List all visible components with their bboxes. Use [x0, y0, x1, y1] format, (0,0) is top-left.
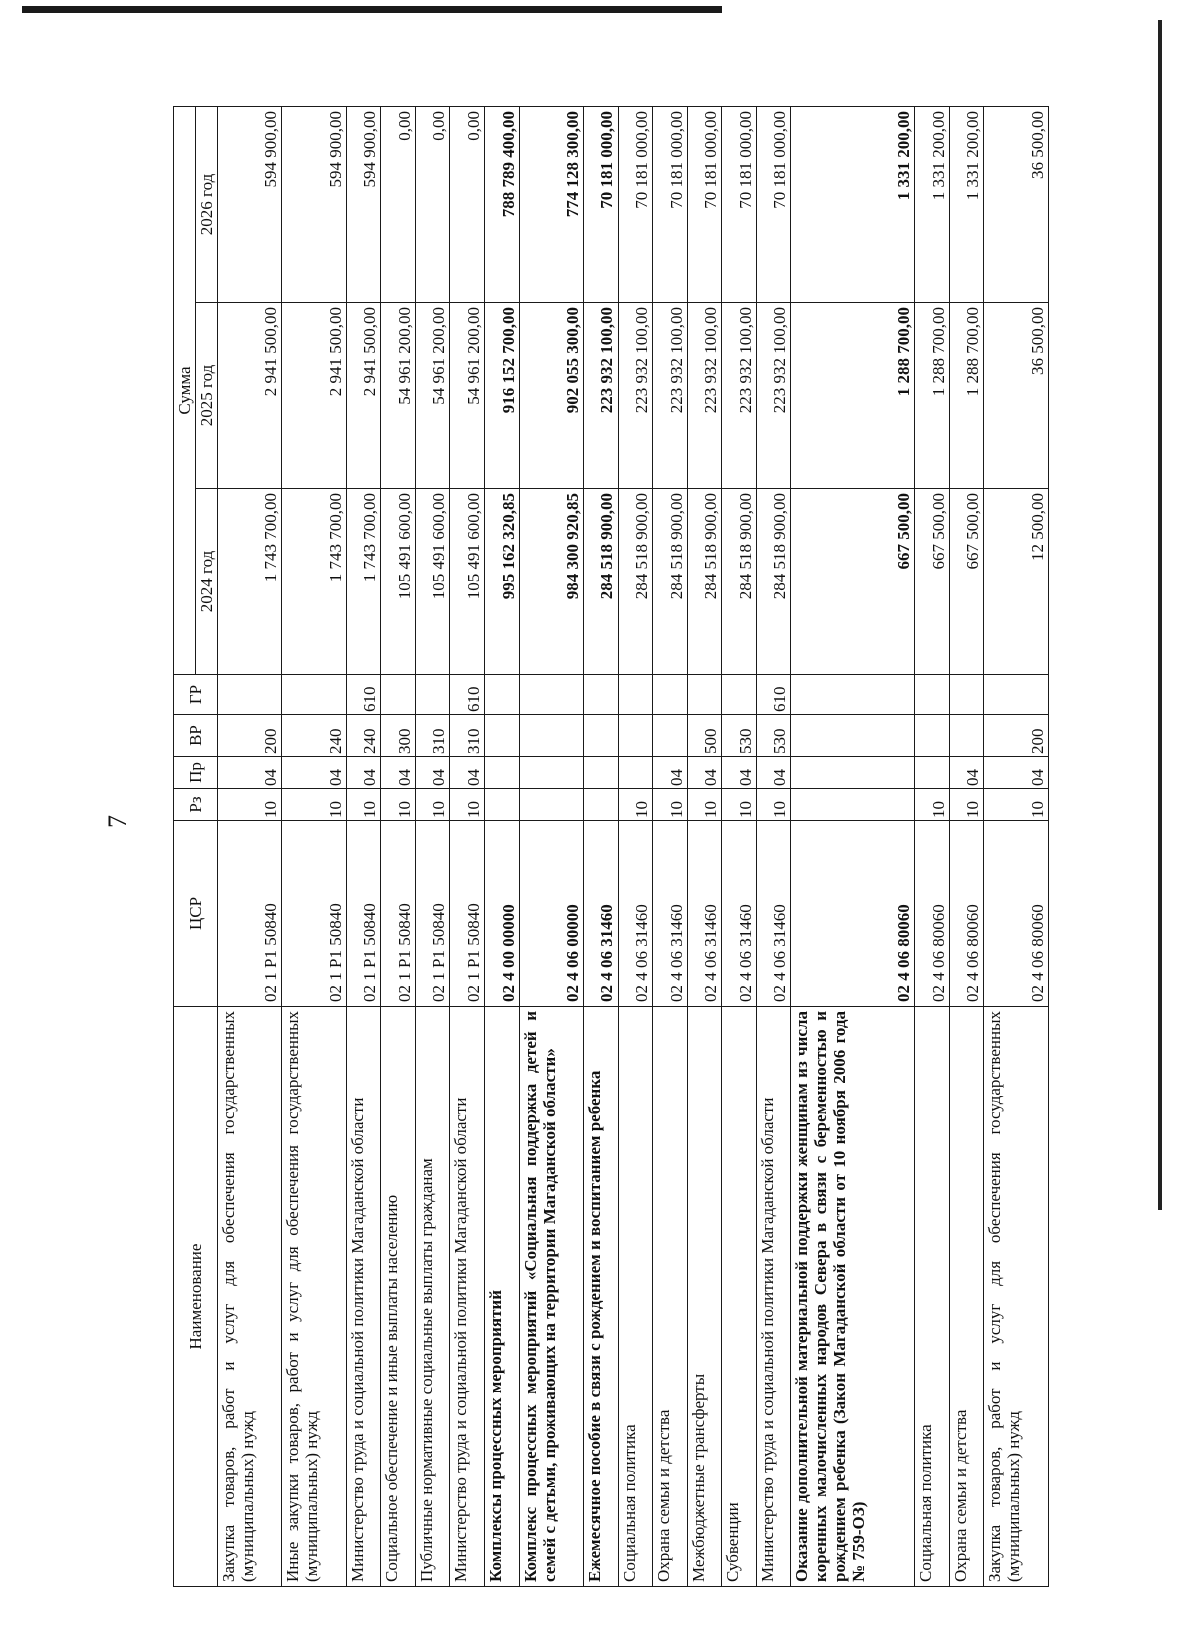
- cell-name: Социальное обеспечение и иные выплаты населению: [381, 1007, 416, 1587]
- cell-y2026: 788 789 400,00: [485, 107, 520, 303]
- cell-rz: 10: [984, 789, 1049, 821]
- cell-pr: 04: [381, 757, 416, 789]
- cell-y2026: 594 900,00: [346, 107, 381, 303]
- cell-y2026: 594 900,00: [218, 107, 282, 303]
- cell-rz: 10: [381, 789, 416, 821]
- cell-gr: 610: [346, 675, 381, 715]
- cell-name: Министерство труда и социальной политики Магаданской области: [450, 1007, 485, 1587]
- cell-gr: [218, 675, 282, 715]
- table-row: [791, 107, 915, 1587]
- cell-vr: [583, 715, 618, 757]
- page-number: 7: [103, 815, 132, 828]
- cell-y2026: 1 331 200,00: [791, 107, 915, 303]
- cell-name: Оказание дополнительной материальной поддержки женщинам из числа коренных малочисленных народов Севера в связи с беременностью и рождением ребенка (Закон Магаданской области от 10 ноября 2006 года № 759-ОЗ): [791, 1007, 915, 1587]
- cell-y2026: 36 500,00: [984, 107, 1049, 303]
- budget-table: [173, 106, 1049, 1587]
- table-row: [722, 107, 757, 1587]
- cell-y2025: 223 932 100,00: [756, 303, 791, 489]
- cell-rz: 10: [949, 789, 984, 821]
- cell-gr: 610: [756, 675, 791, 715]
- cell-csr: 02 4 06 31460: [756, 821, 791, 1007]
- cell-y2026: 70 181 000,00: [653, 107, 688, 303]
- cell-vr: 200: [984, 715, 1049, 757]
- cell-y2024: 105 491 600,00: [381, 489, 416, 675]
- cell-pr: 04: [218, 757, 282, 789]
- header-2024: 2024 год: [196, 489, 218, 675]
- cell-y2024: 284 518 900,00: [687, 489, 722, 675]
- cell-name: Министерство труда и социальной политики Магаданской области: [756, 1007, 791, 1587]
- cell-vr: [915, 715, 950, 757]
- table-row: [519, 107, 583, 1587]
- cell-y2024: 284 518 900,00: [722, 489, 757, 675]
- cell-vr: 530: [756, 715, 791, 757]
- cell-csr: 02 1 Р1 50840: [415, 821, 450, 1007]
- cell-vr: 310: [450, 715, 485, 757]
- cell-name: Охрана семьи и детства: [653, 1007, 688, 1587]
- cell-rz: 10: [653, 789, 688, 821]
- cell-y2025: 902 055 300,00: [519, 303, 583, 489]
- cell-name: Социальная политика: [618, 1007, 653, 1587]
- cell-name: Социальная политика: [915, 1007, 950, 1587]
- table-row: [218, 107, 282, 1587]
- cell-name: Субвенции: [722, 1007, 757, 1587]
- cell-y2024: 284 518 900,00: [756, 489, 791, 675]
- cell-y2025: 54 961 200,00: [381, 303, 416, 489]
- cell-y2025: 36 500,00: [984, 303, 1049, 489]
- cell-pr: 04: [756, 757, 791, 789]
- cell-rz: 10: [687, 789, 722, 821]
- cell-y2025: 1 288 700,00: [915, 303, 950, 489]
- cell-gr: [722, 675, 757, 715]
- cell-gr: [485, 675, 520, 715]
- table-row: [381, 107, 416, 1587]
- table-body: [218, 107, 1049, 1587]
- cell-y2024: 667 500,00: [949, 489, 984, 675]
- table-row: [450, 107, 485, 1587]
- cell-pr: 04: [415, 757, 450, 789]
- cell-name: Закупка товаров, работ и услуг для обеспечения государственных (муниципальных) нужд: [218, 1007, 282, 1587]
- cell-y2025: 223 932 100,00: [653, 303, 688, 489]
- cell-y2024: 284 518 900,00: [583, 489, 618, 675]
- cell-gr: 610: [450, 675, 485, 715]
- cell-vr: 300: [381, 715, 416, 757]
- cell-csr: 02 1 Р1 50840: [381, 821, 416, 1007]
- cell-vr: 200: [218, 715, 282, 757]
- cell-name: Комплексы процессных мероприятий: [485, 1007, 520, 1587]
- cell-gr: [618, 675, 653, 715]
- cell-vr: 240: [346, 715, 381, 757]
- cell-rz: 10: [415, 789, 450, 821]
- cell-y2024: 105 491 600,00: [415, 489, 450, 675]
- cell-y2024: 284 518 900,00: [618, 489, 653, 675]
- table-row: [949, 107, 984, 1587]
- cell-rz: 10: [618, 789, 653, 821]
- cell-y2025: 2 941 500,00: [282, 303, 346, 489]
- cell-y2024: 1 743 700,00: [282, 489, 346, 675]
- cell-rz: 10: [346, 789, 381, 821]
- cell-csr: 02 1 Р1 50840: [346, 821, 381, 1007]
- header-vr: ВР: [174, 715, 218, 757]
- header-rz: Рз: [174, 789, 218, 821]
- table-row: [618, 107, 653, 1587]
- cell-y2024: 12 500,00: [984, 489, 1049, 675]
- cell-csr: 02 1 Р1 50840: [450, 821, 485, 1007]
- scan-edge-right: [1158, 20, 1162, 1210]
- cell-gr: [381, 675, 416, 715]
- header-2025: 2025 год: [196, 303, 218, 489]
- cell-vr: 310: [415, 715, 450, 757]
- cell-vr: [949, 715, 984, 757]
- cell-y2026: 70 181 000,00: [722, 107, 757, 303]
- cell-pr: 04: [984, 757, 1049, 789]
- rotated-page: [173, 107, 1049, 1587]
- cell-y2025: 2 941 500,00: [346, 303, 381, 489]
- cell-name: Публичные нормативные социальные выплаты гражданам: [415, 1007, 450, 1587]
- cell-pr: 04: [346, 757, 381, 789]
- cell-y2024: 284 518 900,00: [653, 489, 688, 675]
- cell-name: Комплекс процессных мероприятий «Социальная поддержка детей и семей с детьми, проживающих на территории Магаданской области»: [519, 1007, 583, 1587]
- cell-csr: 02 4 06 31460: [687, 821, 722, 1007]
- cell-y2024: 1 743 700,00: [346, 489, 381, 675]
- cell-gr: [282, 675, 346, 715]
- cell-y2026: 774 128 300,00: [519, 107, 583, 303]
- cell-y2025: 2 941 500,00: [218, 303, 282, 489]
- cell-csr: 02 4 06 80060: [984, 821, 1049, 1007]
- table-row: [415, 107, 450, 1587]
- cell-gr: [653, 675, 688, 715]
- cell-vr: [485, 715, 520, 757]
- cell-y2026: 70 181 000,00: [618, 107, 653, 303]
- cell-y2026: 1 331 200,00: [949, 107, 984, 303]
- header-name: Наименование: [174, 1007, 218, 1587]
- cell-vr: 240: [282, 715, 346, 757]
- header-csr: ЦСР: [174, 821, 218, 1007]
- cell-gr: [687, 675, 722, 715]
- cell-gr: [915, 675, 950, 715]
- cell-y2026: 1 331 200,00: [915, 107, 950, 303]
- cell-y2026: 0,00: [450, 107, 485, 303]
- table-header: [174, 107, 218, 1587]
- cell-gr: [415, 675, 450, 715]
- cell-y2026: 70 181 000,00: [583, 107, 618, 303]
- table-row: [346, 107, 381, 1587]
- cell-rz: 10: [282, 789, 346, 821]
- cell-y2025: 54 961 200,00: [450, 303, 485, 489]
- cell-pr: 04: [450, 757, 485, 789]
- cell-gr: [519, 675, 583, 715]
- cell-vr: [519, 715, 583, 757]
- cell-csr: 02 1 Р1 50840: [218, 821, 282, 1007]
- cell-y2024: 1 743 700,00: [218, 489, 282, 675]
- cell-y2024: 667 500,00: [791, 489, 915, 675]
- cell-y2026: 70 181 000,00: [687, 107, 722, 303]
- cell-csr: 02 4 06 31460: [653, 821, 688, 1007]
- cell-name: Межбюджетные трансферты: [687, 1007, 722, 1587]
- cell-y2025: 223 932 100,00: [583, 303, 618, 489]
- cell-csr: 02 4 06 80060: [949, 821, 984, 1007]
- cell-pr: [485, 757, 520, 789]
- cell-csr: 02 4 06 00000: [519, 821, 583, 1007]
- cell-pr: [915, 757, 950, 789]
- table-row: [485, 107, 520, 1587]
- cell-rz: [583, 789, 618, 821]
- header-gr: ГР: [174, 675, 218, 715]
- cell-gr: [949, 675, 984, 715]
- scan-edge-top: [22, 6, 722, 13]
- cell-y2026: 0,00: [381, 107, 416, 303]
- header-pr: Пр: [174, 757, 218, 789]
- cell-y2025: 223 932 100,00: [722, 303, 757, 489]
- cell-vr: 530: [722, 715, 757, 757]
- table-row: [915, 107, 950, 1587]
- cell-y2025: 1 288 700,00: [791, 303, 915, 489]
- cell-csr: 02 1 Р1 50840: [282, 821, 346, 1007]
- cell-y2025: 916 152 700,00: [485, 303, 520, 489]
- cell-pr: 04: [722, 757, 757, 789]
- cell-rz: 10: [218, 789, 282, 821]
- cell-gr: [583, 675, 618, 715]
- cell-pr: 04: [949, 757, 984, 789]
- cell-rz: [791, 789, 915, 821]
- cell-y2025: 223 932 100,00: [687, 303, 722, 489]
- cell-name: Закупка товаров, работ и услуг для обеспечения государственных (муниципальных) нужд: [984, 1007, 1049, 1587]
- cell-gr: [984, 675, 1049, 715]
- cell-csr: 02 4 06 80060: [915, 821, 950, 1007]
- cell-y2024: 105 491 600,00: [450, 489, 485, 675]
- table-row: [282, 107, 346, 1587]
- cell-rz: 10: [756, 789, 791, 821]
- header-sum: Сумма: [174, 107, 196, 675]
- cell-rz: [519, 789, 583, 821]
- cell-y2024: 984 300 920,85: [519, 489, 583, 675]
- cell-rz: 10: [450, 789, 485, 821]
- cell-y2025: 54 961 200,00: [415, 303, 450, 489]
- cell-name: Министерство труда и социальной политики Магаданской области: [346, 1007, 381, 1587]
- cell-y2025: 1 288 700,00: [949, 303, 984, 489]
- cell-rz: 10: [915, 789, 950, 821]
- cell-vr: 500: [687, 715, 722, 757]
- cell-csr: 02 4 06 31460: [618, 821, 653, 1007]
- table-row: [583, 107, 618, 1587]
- cell-y2026: 70 181 000,00: [756, 107, 791, 303]
- cell-pr: 04: [282, 757, 346, 789]
- cell-pr: [791, 757, 915, 789]
- cell-y2026: 594 900,00: [282, 107, 346, 303]
- cell-rz: 10: [722, 789, 757, 821]
- cell-pr: [583, 757, 618, 789]
- cell-csr: 02 4 06 31460: [722, 821, 757, 1007]
- table-row: [687, 107, 722, 1587]
- cell-pr: [618, 757, 653, 789]
- cell-gr: [791, 675, 915, 715]
- cell-y2024: 667 500,00: [915, 489, 950, 675]
- header-row-1: [174, 107, 196, 1587]
- cell-vr: [653, 715, 688, 757]
- cell-csr: 02 4 00 00000: [485, 821, 520, 1007]
- table-row: [984, 107, 1049, 1587]
- cell-y2026: 0,00: [415, 107, 450, 303]
- cell-csr: 02 4 06 31460: [583, 821, 618, 1007]
- table-row: [653, 107, 688, 1587]
- cell-rz: [485, 789, 520, 821]
- cell-vr: [618, 715, 653, 757]
- cell-pr: 04: [687, 757, 722, 789]
- cell-pr: [519, 757, 583, 789]
- cell-y2024: 995 162 320,85: [485, 489, 520, 675]
- cell-vr: [791, 715, 915, 757]
- cell-name: Охрана семьи и детства: [949, 1007, 984, 1587]
- cell-csr: 02 4 06 80060: [791, 821, 915, 1007]
- cell-name: Иные закупки товаров, работ и услуг для обеспечения государственных (муниципальных) нужд: [282, 1007, 346, 1587]
- cell-y2025: 223 932 100,00: [618, 303, 653, 489]
- header-2026: 2026 год: [196, 107, 218, 303]
- cell-pr: 04: [653, 757, 688, 789]
- table-row: [756, 107, 791, 1587]
- cell-name: Ежемесячное пособие в связи с рождением и воспитанием ребенка: [583, 1007, 618, 1587]
